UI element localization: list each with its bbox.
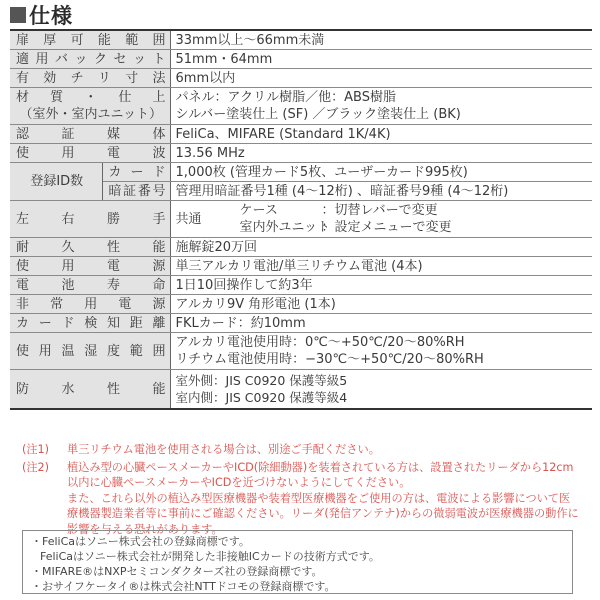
spec-value: 1,000枚 (管理カード5枚、ユーザーカード995枚) — [170, 163, 592, 182]
table-row — [10, 163, 592, 182]
spec-label: 非常用電源 — [10, 295, 170, 314]
note-tag: (注1) — [22, 443, 50, 456]
spec-value-line: リチウム電池使用時：−30℃～+50℃/20～80%RH — [175, 352, 484, 367]
spec-value: 単三アルカリ電池/単三リチウム電池 (4本) — [170, 257, 592, 276]
spec-sublabel: カード — [102, 163, 170, 182]
table-row — [10, 370, 592, 410]
trademark-item: ・MIFARE®はNXPセミコンダクターズ社の登録商標です。 — [31, 565, 323, 578]
spec-label: 電池寿命 — [10, 276, 170, 295]
trademark-box — [22, 530, 573, 594]
note-1 — [22, 442, 582, 458]
spec-value: FeliCa、MIFARE (Standard 1K/4K) — [170, 125, 592, 144]
note-line: また、これら以外の植込み型医療機器や装着型医療機器をご使用の方は、電波による影響について医 — [67, 491, 571, 505]
notes-section — [22, 442, 582, 537]
spec-value: FKLカード：約10mm — [170, 314, 592, 333]
handing-part: ケース — [239, 203, 278, 218]
note-line: 植込み型の心臓ペースメーカーやICD(除細動器)を装着されている方は、設置されたリーダから12cm — [67, 460, 574, 474]
page-title-text: 仕様 — [29, 4, 73, 28]
table-row — [10, 238, 592, 257]
spec-label: 左右勝手 — [10, 201, 170, 238]
spec-label: 使用温湿度範囲 — [10, 333, 170, 370]
table-row — [10, 333, 592, 370]
spec-value — [170, 201, 592, 238]
note-2 — [22, 460, 582, 538]
spec-sublabel: 暗証番号 — [102, 182, 170, 201]
spec-label: カード検知距離 — [10, 314, 170, 333]
spec-value-line: 室内側：JIS C0920 保護等級4 — [175, 390, 348, 405]
spec-label: 扉厚可能範囲 — [10, 30, 170, 50]
handing-part: 室内外ユニット — [239, 220, 330, 235]
page-title — [10, 2, 73, 28]
table-row — [10, 257, 592, 276]
trademark-item: FeliCaはソニー株式会社が開発した非接触ICカードの技術方式です。 — [40, 550, 380, 563]
table-row — [10, 144, 592, 163]
handing-method: ：設定メニューで変更 — [321, 220, 452, 235]
table-row — [10, 276, 592, 295]
spec-label: 有効チリ寸法 — [10, 69, 170, 88]
spec-value: 33mm以上～66mm未満 — [170, 30, 592, 50]
table-row — [10, 88, 592, 125]
note-line: 療機器製造業者等に事前にご確認ください。リーダ(発信アンテナ)からの微弱電波が医療機器の動作に — [67, 507, 579, 520]
spec-label: 防水性能 — [10, 370, 170, 410]
spec-label: 登録ID数 — [10, 163, 102, 201]
table-row — [10, 295, 592, 314]
spec-label: 使用電波 — [10, 144, 170, 163]
spec-label: 使用電源 — [10, 257, 170, 276]
spec-label — [10, 88, 170, 125]
table-row — [10, 69, 592, 88]
table-row — [10, 50, 592, 69]
trademark-item: ・FeliCaはソニー株式会社の登録商標です。 — [31, 535, 250, 548]
spec-value: 51mm・64mm — [170, 50, 592, 69]
spec-label: 耐久性能 — [10, 238, 170, 257]
table-row — [10, 201, 592, 238]
handing-method: ：切替レバーで変更 — [321, 203, 438, 218]
spec-value: 施解錠20万回 — [170, 238, 592, 257]
square-bullet-icon — [10, 7, 26, 23]
spec-value: 6mm以内 — [170, 69, 592, 88]
note-text — [67, 460, 582, 538]
spec-label-line: 材質・仕上 — [16, 90, 166, 105]
spec-label: 認証媒体 — [10, 125, 170, 144]
trademark-item: ・おサイフケータイ®は株式会社NTTドコモの登録商標です。 — [31, 580, 336, 593]
note-text: 単三リチウム電池を使用される場合は、別途ご手配ください。 — [67, 443, 380, 456]
spec-value: アルカリ9V 角形電池 (1本) — [170, 295, 592, 314]
note-line: 以内に心臓ペースメーカーやICDを近づけないようにしてください。 — [67, 476, 411, 489]
spec-value-line: シルバー塗装仕上 (SF) ／ブラック塗装仕上 (BK) — [175, 107, 461, 122]
note-line: 影響を与える恐れがあります。 — [67, 522, 223, 536]
spec-value: 管理用暗証番号1種 (4～12桁) 、暗証番号9種 (4～12桁) — [170, 182, 592, 201]
spec-value: 1日10回操作して約3年 — [170, 276, 592, 295]
table-row — [10, 125, 592, 144]
spec-value — [170, 88, 592, 125]
spec-label-line: （室外・室内ユニット） — [19, 107, 162, 122]
table-row — [10, 314, 592, 333]
spec-label: 適用バックセット — [10, 50, 170, 69]
table-row — [10, 30, 592, 50]
spec-value — [170, 333, 592, 370]
handing-common: 共通 — [175, 211, 202, 227]
spec-table — [10, 29, 592, 410]
note-tag: (注2) — [22, 460, 50, 474]
spec-value-line: 室外側：JIS C0920 保護等級5 — [175, 373, 348, 388]
spec-value — [170, 370, 592, 410]
spec-value-line: パネル：アクリル樹脂／他：ABS樹脂 — [175, 90, 396, 105]
spec-value: 13.56 MHz — [170, 144, 592, 163]
spec-value-line: アルカリ電池使用時：0℃～+50℃/20～80%RH — [175, 335, 465, 350]
